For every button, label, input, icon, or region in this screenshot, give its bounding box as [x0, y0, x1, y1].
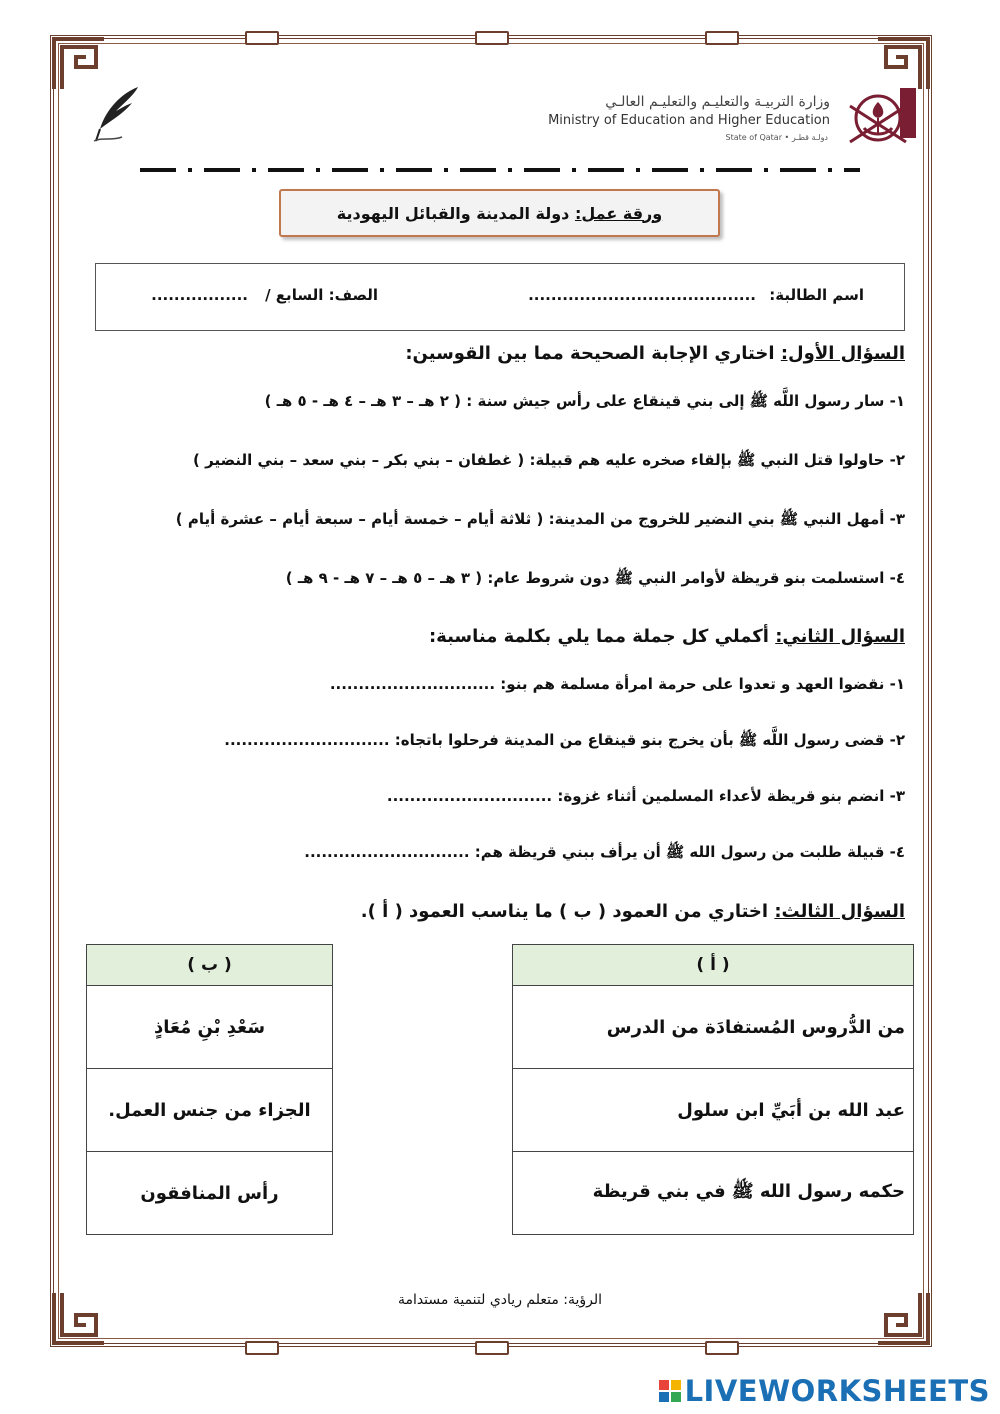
- q2-item[interactable]: ٤- قبيلة طلبت من رسول الله ﷺ أن يرأف ببني قريظة هم: .............................: [304, 843, 905, 861]
- corner-ornament-icon: [52, 37, 106, 91]
- title-prefix: ورقة عمل:: [574, 203, 663, 223]
- student-info-box: [95, 263, 905, 331]
- title-text: دولة المدينة والقبائل اليهودية: [336, 203, 570, 223]
- student-name-label: اسم الطالبة:: [769, 286, 864, 304]
- q1-item[interactable]: ٢- حاولوا قتل النبي ﷺ بإلقاء صخره عليه هم قبيلة: ( غطفان – بني بكر – بني سعد – بني النضير ): [193, 451, 905, 469]
- edge-ornament: [475, 1341, 509, 1355]
- corner-ornament-icon: [876, 37, 930, 91]
- edge-ornament: [705, 31, 739, 45]
- column-a-table: [512, 944, 914, 1235]
- q1-item[interactable]: ٤- استسلمت بنو قريظة لأوامر النبي ﷺ دون شروط عام: ( ٣ هـ – ٥ هـ – ٧ هـ - ٩ هـ ): [285, 569, 905, 587]
- class-field[interactable]: .................: [151, 286, 248, 304]
- column-a-cell[interactable]: حكمه رسول الله ﷺ في بني قريظة: [513, 1152, 914, 1235]
- brand-name: LIVEWORKSHEETS: [684, 1374, 990, 1408]
- ministry-name-arabic: وزارة التربيـة والتعليـم والتعليـم العالـي: [605, 94, 830, 110]
- ministry-state: State of Qatar • دولـة قطـر: [725, 133, 828, 142]
- column-a-cell[interactable]: من الدُّروس المُستفادَة من الدرس: [513, 986, 914, 1069]
- student-name-field[interactable]: ........................................: [528, 286, 756, 304]
- dash-divider: [140, 168, 860, 172]
- column-a-header: ( أ ): [513, 945, 914, 986]
- column-b-cell[interactable]: سَعْدِ بْنِ مُعَاذٍ: [87, 986, 333, 1069]
- q2-item[interactable]: ٢- قضى رسول اللَّه ﷺ بأن يخرج بنو قينقاع من المدينة فرحلوا باتجاه: .............................: [224, 731, 905, 749]
- q2-instruction: أكملي كل جملة مما يلي بكلمة مناسبة:: [428, 626, 769, 647]
- qatar-emblem-icon: [838, 88, 918, 150]
- q1-item[interactable]: ١- سار رسول اللَّه ﷺ إلى بني قينقاع على رأس جيش سنة : ( ٢ هـ – ٣ هـ – ٤ هـ - ٥ هـ ): [264, 392, 905, 410]
- q2-label: السؤال الثاني:: [775, 626, 905, 647]
- quill-pen-icon: [92, 85, 144, 145]
- column-b-table: [86, 944, 333, 1235]
- ministry-name-english: Ministry of Education and Higher Education: [548, 113, 830, 128]
- q2-heading: [429, 626, 905, 647]
- q3-label: السؤال الثالث:: [774, 901, 905, 922]
- q1-item[interactable]: ٣- أمهل النبي ﷺ بني النضير للخروج من المدينة: ( ثلاثة أيام – خمسة أيام – سبعة أيام – عشرة أيام ): [175, 510, 905, 528]
- edge-ornament: [705, 1341, 739, 1355]
- class-label: الصف: السابع /: [265, 286, 378, 304]
- worksheet-title: [279, 189, 720, 237]
- edge-ornament: [245, 31, 279, 45]
- edge-ornament: [475, 31, 509, 45]
- column-a-cell[interactable]: عبد الله بن أبَيِّ ابن سلول: [513, 1069, 914, 1152]
- vision-footer: الرؤية: متعلم ريادي لتنمية مستدامة: [397, 1292, 603, 1308]
- column-b-cell[interactable]: رأس المنافقون: [87, 1152, 333, 1235]
- q3-instruction: اختاري من العمود ( ب ) ما يناسب العمود ( أ ).: [360, 901, 769, 922]
- liveworksheets-brand[interactable]: [659, 1374, 990, 1408]
- q1-heading: [405, 343, 905, 364]
- q1-instruction: اختاري الإجابة الصحيحة مما بين القوسين:: [405, 343, 775, 364]
- q2-item[interactable]: ١- نقضوا العهد و تعدوا على حرمة امرأة مسلمة هم بنو: .............................: [329, 675, 905, 693]
- edge-ornament: [245, 1341, 279, 1355]
- column-b-header: ( ب ): [87, 945, 333, 986]
- q3-heading: [361, 901, 905, 922]
- column-b-cell[interactable]: الجزاء من جنس العمل.: [87, 1069, 333, 1152]
- liveworksheets-logo-icon: [659, 1380, 681, 1402]
- q1-label: السؤال الأول:: [780, 343, 905, 364]
- q2-item[interactable]: ٣- انضم بنو قريظة لأعداء المسلمين أثناء غزوة: .............................: [386, 787, 905, 805]
